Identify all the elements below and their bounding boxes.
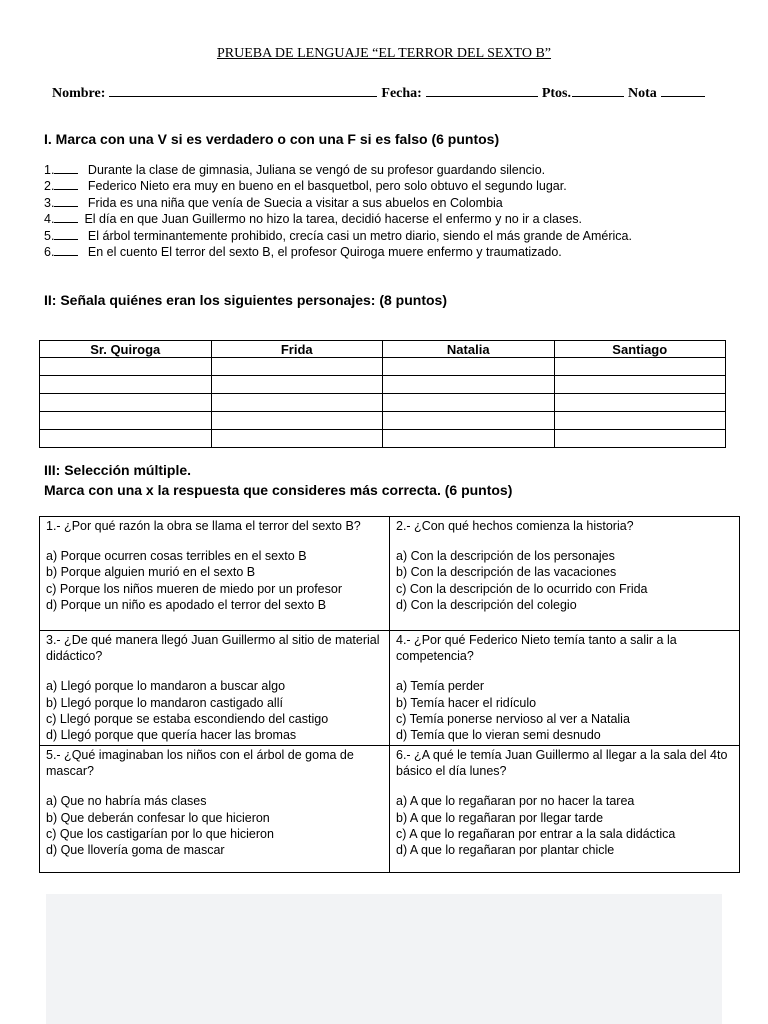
grade-label: Nota (628, 86, 657, 101)
answer-option[interactable]: c) Temía ponerse nervioso al ver a Natalia (396, 711, 630, 726)
answer-option[interactable]: c) Con la descripción de lo ocurrido con Frida (396, 581, 648, 596)
table-row (40, 394, 726, 412)
column-header: Santiago (554, 341, 726, 358)
table-row (40, 746, 740, 873)
answer-option[interactable]: d) Porque un niño es apodado el terror del sexto B (46, 597, 327, 612)
column-header: Natalia (383, 341, 555, 358)
answer-option[interactable]: c) A que lo regañaran por entrar a la sala didáctica (396, 826, 676, 841)
list-item: 5. El árbol terminantemente prohibido, crecía casi un metro diario, siendo el más grande de América. (44, 228, 632, 243)
answer-option[interactable]: d) Temía que lo vieran semi desnudo (396, 728, 601, 743)
answer-option[interactable]: d) Llegó porque que quería hacer las bromas (46, 728, 297, 743)
answer-option[interactable]: b) Temía hacer el ridículo (396, 695, 537, 710)
list-item: 2. Federico Nieto era muy en bueno en el basquetbol, pero solo obtuvo el segundo lugar. (44, 179, 567, 194)
question-text: 4.- ¿Por qué Federico Nieto temía tanto a salir a la competencia? (396, 633, 677, 664)
document-title: PRUEBA DE LENGUAJE “EL TERROR DEL SEXTO B” (216, 46, 552, 61)
answer-option[interactable]: a) Temía perder (396, 679, 485, 694)
list-item: 4. El día en que Juan Guillermo no hizo la tarea, decidió hacerse el enfermo y no ir a clases. (44, 212, 582, 227)
characters-table (39, 340, 726, 448)
column-header: Frida (211, 341, 383, 358)
grade-blank (661, 84, 705, 97)
question-text: 5.- ¿Qué imaginaban los niños con el árbol de goma de mascar? (46, 748, 354, 779)
student-info-line (52, 84, 722, 102)
answer-option[interactable]: a) Porque ocurren cosas terribles en el sexto B (46, 549, 307, 564)
question-text: 2.- ¿Con qué hechos comienza la historia? (396, 519, 634, 533)
answer-option[interactable]: b) Porque alguien murió en el sexto B (46, 565, 256, 580)
answer-option[interactable]: b) Que deberán confesar lo que hicieron (46, 810, 270, 825)
section1-heading: I. Marca con una V si es verdadero o con una F si es falso (6 puntos) (44, 131, 500, 147)
answer-option[interactable]: b) A que lo regañaran por llegar tarde (396, 810, 604, 825)
answer-option[interactable]: c) Que los castigarían por lo que hicieron (46, 826, 274, 841)
section2-heading: II: Señala quiénes eran los siguientes personajes: (8 puntos) (44, 292, 447, 308)
name-label: Nombre: (52, 86, 106, 101)
list-item: 1. Durante la clase de gimnasia, Juliana se vengó de su profesor guardando silencio. (44, 163, 546, 177)
question-cell (390, 746, 740, 873)
table-row (40, 412, 726, 430)
list-item: 3. Frida es una niña que venía de Suecia a visitar a sus abuelos en Colombia (44, 195, 503, 210)
question-cell (390, 631, 740, 746)
page-shadow-area (46, 894, 722, 1024)
answer-option[interactable]: c) Llegó porque se estaba escondiendo del castigo (46, 711, 329, 726)
date-blank (426, 84, 538, 97)
answer-option[interactable]: a) Que no habría más clases (46, 794, 207, 809)
question-cell (40, 517, 390, 631)
list-item: 6. En el cuento El terror del sexto B, el profesor Quiroga muere enfermo y traumatizado. (44, 245, 562, 260)
points-blank (572, 84, 624, 97)
table-row (40, 430, 726, 448)
multiple-choice-table (39, 516, 740, 873)
section3-instruction: Marca con una x la respuesta que consideres más correcta. (6 puntos) (44, 482, 513, 498)
answer-option[interactable]: b) Con la descripción de las vacaciones (396, 565, 617, 580)
table-row (40, 358, 726, 376)
answer-option[interactable]: d) Que llovería goma de mascar (46, 843, 225, 858)
true-false-list (44, 162, 724, 260)
answer-option[interactable]: a) Con la descripción de los personajes (396, 549, 615, 564)
answer-option[interactable]: d) Con la descripción del colegio (396, 597, 577, 612)
question-cell (40, 746, 390, 873)
question-text: 6.- ¿A qué le temía Juan Guillermo al llegar a la sala del 4to básico el día lunes? (396, 748, 728, 779)
question-text: 3.- ¿De qué manera llegó Juan Guillermo al sitio de material didáctico? (46, 633, 380, 664)
answer-option[interactable]: b) Llegó porque lo mandaron castigado allí (46, 695, 283, 710)
points-label: Ptos. (541, 86, 572, 101)
question-cell (390, 517, 740, 631)
column-header: Sr. Quiroga (40, 341, 212, 358)
answer-option[interactable]: a) A que lo regañaran por no hacer la tarea (396, 794, 635, 809)
name-blank (109, 84, 377, 97)
question-cell (40, 631, 390, 746)
section3-heading: III: Selección múltiple. (44, 462, 192, 478)
question-text: 1.- ¿Por qué razón la obra se llama el terror del sexto B? (46, 519, 361, 533)
answer-option[interactable]: c) Porque los niños mueren de miedo por un profesor (46, 581, 342, 596)
table-row (40, 517, 740, 631)
table-row (40, 376, 726, 394)
answer-option[interactable]: a) Llegó porque lo mandaron a buscar algo (46, 679, 286, 694)
table-row (40, 631, 740, 746)
answer-option[interactable]: d) A que lo regañaran por plantar chicle (396, 843, 615, 858)
date-label: Fecha: (381, 86, 422, 101)
